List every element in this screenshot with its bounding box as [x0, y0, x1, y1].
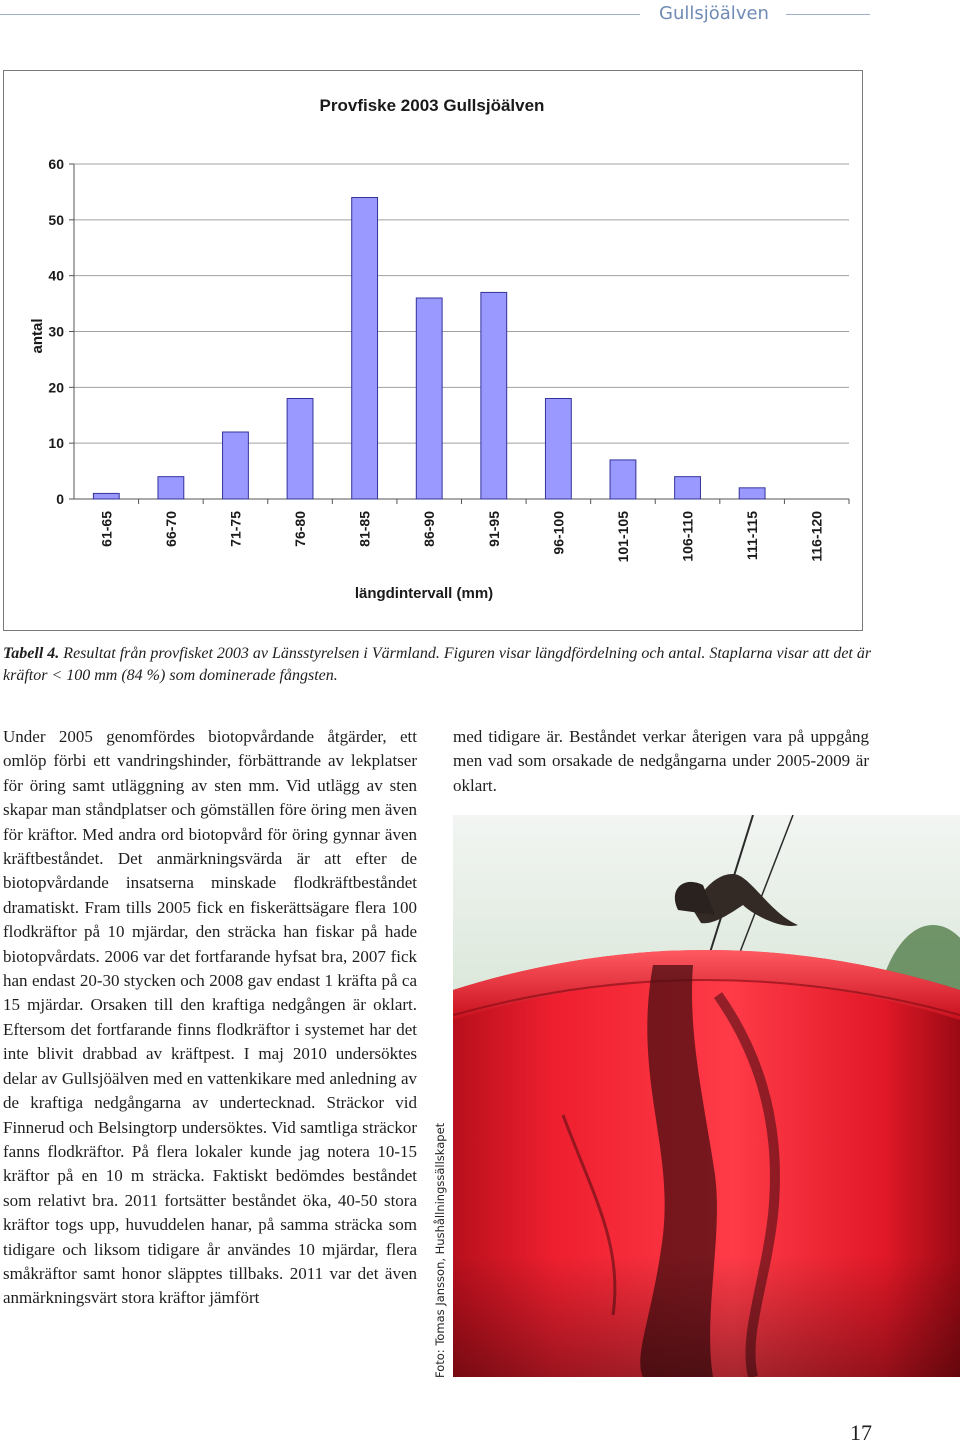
x-tick-label: 61-65 — [98, 511, 115, 547]
bar-91-95 — [481, 292, 507, 499]
x-tick-label: 96-100 — [550, 511, 567, 555]
x-tick-label: 86-90 — [421, 511, 438, 547]
x-tick-label: 106-110 — [679, 511, 696, 562]
figure-caption — [3, 643, 903, 687]
bar-86-90 — [416, 298, 442, 499]
bar-61-65 — [93, 493, 119, 499]
y-tick-label: 30 — [48, 323, 64, 340]
x-tick-label: 116-120 — [808, 511, 825, 562]
photo-credit: Foto: Tomas Jansson, Hushållningssällskapet — [433, 1122, 447, 1378]
y-tick-label: 40 — [48, 267, 64, 284]
header-rule-right — [786, 14, 870, 15]
bar-71-75 — [223, 432, 249, 499]
bar-101-105 — [610, 460, 636, 499]
bar-76-80 — [287, 399, 313, 500]
bar-81-85 — [352, 198, 378, 500]
x-tick-label: 66-70 — [162, 511, 179, 547]
bar-96-100 — [545, 399, 571, 500]
y-tick-label: 60 — [48, 156, 64, 172]
bar-66-70 — [158, 477, 184, 499]
crayfish-bucket-photo — [453, 815, 960, 1377]
x-tick-label: 81-85 — [356, 511, 373, 547]
x-tick-label: 111-115 — [744, 511, 761, 561]
y-tick-label: 0 — [56, 491, 64, 507]
x-tick-label: 101-105 — [614, 511, 631, 563]
page-number: 17 — [850, 1420, 872, 1445]
body-text-left: Under 2005 genomfördes biotopvårdande åtgärder, ett omlöp förbi ett vandringshinder, förbättrande av lekplatser för öring samt utläggning av sten mm. Vid utlägg av sten skapar man ståndplatser och gömställen före öring men även för kräftor. Med andra ord biotopvård för öring gynnar även kräftbeståndet. Det anmärkningsvärda är att efter de biotopvårdande insatserna minskade flodkräftbeståndet dramatiskt. Fram tills 2005 fick en fiskerättsägare flera 100 flodkräftor på 10 mjärdar, den sträcka han fiskar på hade biotopvårdats. 2006 var det fortfarande hyfsat bra, 2007 fick han endast 20-30 stycken och 2008 gav endast 1 kräfta på ca 15 mjärdar. Orsaken till den kraftiga nedgången är oklart. Eftersom det fortfarande finns flodkräftor i systemet har det inte blivit drabbad av kräftpest. I maj 2010 undersöktes delar av Gullsjöälven med en vattenkikare med anledning av de kraftiga nedgångarna av undertecknad. Sträckor vid Finnerud och Belsingtorp undersöktes. Vid samtliga sträckor fanns flodkräftor. På flera lokaler kunde jag notera 10-15 kräftor på en 10 m sträcka. Faktiskt bedömdes beståndet som relativt bra. 2011 fortsätter beståndet öka, 40-50 stora kräftor togs upp, huvuddelen hanar, på samma sträcka som tidigare och liksom tidigare år användes 10 mjärdar, flera småkräftor samt honor släpptes tillbaks. 2011 var det även anmärkningsvärt stora kräftor jämfört — [3, 727, 417, 1308]
y-tick-label: 50 — [48, 211, 64, 228]
bar-chart — [3, 70, 863, 631]
x-tick-label: 76-80 — [292, 511, 309, 547]
y-axis-label: antal — [29, 318, 46, 354]
header-rule-left — [0, 14, 640, 15]
caption-text: Resultat från provfisket 2003 av Länsstyrelsen i Värmland. Figuren visar längdfördelning och antal. Staplarna visar att det är kräftor < 100 mm (84 %) som dominerade fångsten. — [3, 645, 872, 684]
y-tick-label: 10 — [48, 435, 64, 452]
chart-title: Provfiske 2003 Gullsjöälven — [319, 96, 545, 115]
x-axis-label: längdintervall (mm) — [354, 585, 494, 602]
chart-canvas — [4, 71, 861, 629]
caption-label: Tabell 4. — [3, 645, 60, 662]
running-header: Gullsjöälven — [659, 3, 769, 24]
x-tick-label: 91-95 — [485, 510, 502, 547]
y-tick-label: 20 — [48, 379, 64, 396]
x-tick-label: 71-75 — [227, 511, 244, 547]
body-text-right: med tidigare är. Beståndet verkar återigen vara på uppgång men vad som orsakade de nedgångarna under 2005-2009 är oklart. — [453, 727, 869, 795]
bar-111-115 — [739, 488, 765, 499]
bar-106-110 — [675, 477, 701, 499]
